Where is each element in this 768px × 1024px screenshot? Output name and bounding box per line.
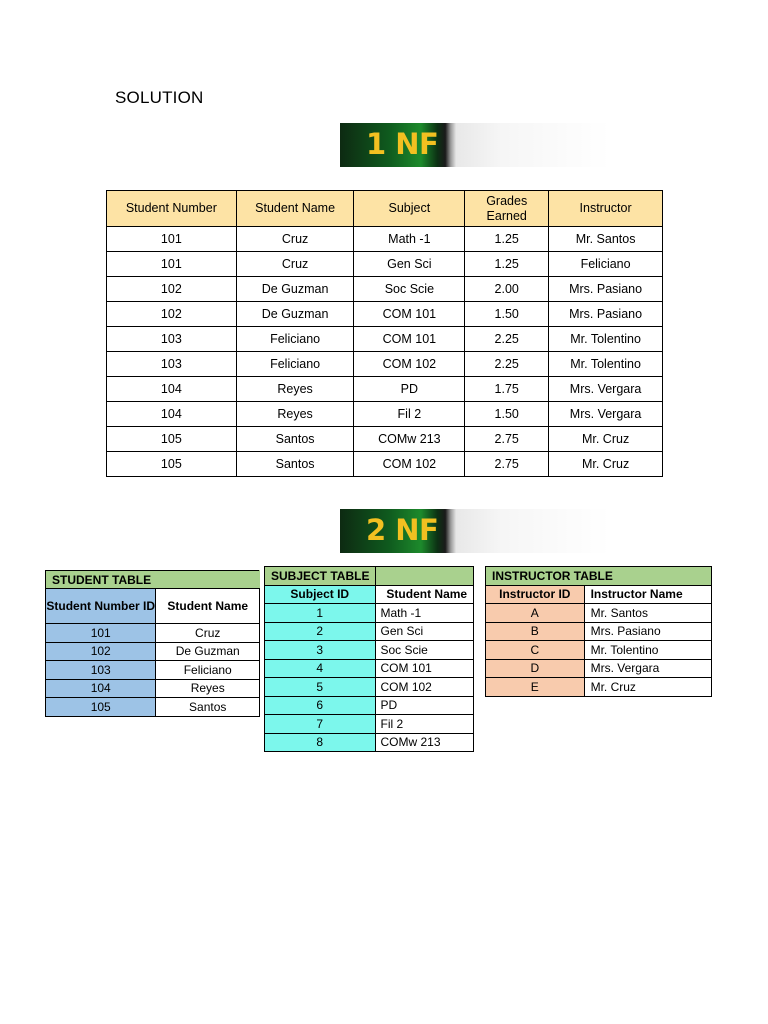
student-table-row [46,661,260,680]
header-instructor: Instructor [549,191,663,227]
grade-cell: 2.75 [465,452,549,477]
subject-table-header-name: Student Name [375,585,474,604]
subject-table-row [265,733,474,752]
student-name-cell: Santos [236,452,354,477]
instructor-cell: Mr. Cruz [549,427,663,452]
subject-cell: Soc Scie [354,277,465,302]
subject-name-cell: Fil 2 [375,715,474,734]
instructor-name-cell: Mrs. Pasiano [584,622,711,641]
subject-id-cell: 3 [265,641,376,660]
subject-name-cell: Math -1 [375,604,474,623]
student-name-cell: Reyes [156,679,260,698]
student-number-cell: 103 [107,352,237,377]
grade-cell: 1.25 [465,252,549,277]
student-name-cell: De Guzman [236,302,354,327]
subject-name-cell: COM 101 [375,659,474,678]
student-id-cell: 102 [46,642,156,661]
header-student-number: Student Number [107,191,237,227]
student-number-cell: 105 [107,427,237,452]
student-name-cell: Reyes [236,377,354,402]
student-number-cell: 103 [107,327,237,352]
subject-name-cell: Gen Sci [375,622,474,641]
instructor-cell: Mr. Tolentino [549,352,663,377]
student-table-row [46,698,260,717]
subject-table-row [265,622,474,641]
table-row [107,227,663,252]
subject-table-row [265,659,474,678]
table-row [107,377,663,402]
instructor-name-cell: Mrs. Vergara [584,659,711,678]
table-row [107,402,663,427]
instructor-cell: Mrs. Pasiano [549,302,663,327]
subject-cell: PD [354,377,465,402]
subject-name-cell: PD [375,696,474,715]
student-number-cell: 105 [107,452,237,477]
subject-table-title: SUBJECT TABLE [265,567,376,586]
grade-cell: 2.00 [465,277,549,302]
subject-cell: COM 102 [354,352,465,377]
grade-cell: 1.50 [465,402,549,427]
instructor-table-title: INSTRUCTOR TABLE [486,567,712,586]
nf1-table [106,190,663,477]
table-row [107,352,663,377]
student-name-cell: Cruz [156,624,260,643]
subject-table [264,566,474,752]
student-number-cell: 104 [107,402,237,427]
instructor-id-cell: D [486,659,585,678]
grade-cell: 1.75 [465,377,549,402]
subject-id-cell: 4 [265,659,376,678]
subject-table-row [265,641,474,660]
student-name-cell: Cruz [236,227,354,252]
table-row [107,427,663,452]
student-id-cell: 103 [46,661,156,680]
student-number-cell: 104 [107,377,237,402]
instructor-name-cell: Mr. Cruz [584,678,711,697]
subject-table-row [265,678,474,697]
student-name-cell: Santos [236,427,354,452]
instructor-table-row [486,604,712,623]
instructor-cell: Mrs. Vergara [549,377,663,402]
subject-table-title-blank [375,567,474,586]
subject-cell: Math -1 [354,227,465,252]
student-number-cell: 101 [107,252,237,277]
subject-id-cell: 2 [265,622,376,641]
instructor-id-cell: C [486,641,585,660]
grade-cell: 1.25 [465,227,549,252]
instructor-name-cell: Mr. Tolentino [584,641,711,660]
student-table-title: STUDENT TABLE [46,571,260,589]
header-student-name: Student Name [236,191,354,227]
subject-cell: COMw 213 [354,427,465,452]
table-row [107,327,663,352]
student-table-row [46,624,260,643]
student-table [45,570,260,717]
instructor-id-cell: B [486,622,585,641]
instructor-table-row [486,641,712,660]
instructor-table-row [486,678,712,697]
instructor-cell: Mrs. Vergara [549,402,663,427]
instructor-table-row [486,622,712,641]
student-name-cell: Feliciano [156,661,260,680]
grade-cell: 1.50 [465,302,549,327]
instructor-name-cell: Mr. Santos [584,604,711,623]
student-name-cell: Feliciano [236,352,354,377]
instructor-cell: Mrs. Pasiano [549,277,663,302]
header-grades-earned: Grades Earned [465,191,549,227]
subject-id-cell: 8 [265,733,376,752]
student-name-cell: Santos [156,698,260,717]
table-row [107,277,663,302]
subject-cell: Gen Sci [354,252,465,277]
nf2-banner [340,509,610,553]
nf2-banner-label: 2 NF [366,513,439,547]
subject-cell: COM 102 [354,452,465,477]
subject-table-row [265,715,474,734]
grade-cell: 2.25 [465,327,549,352]
subject-cell: COM 101 [354,302,465,327]
subject-id-cell: 5 [265,678,376,697]
subject-table-header-id: Subject ID [265,585,376,604]
grade-cell: 2.25 [465,352,549,377]
instructor-cell: Mr. Cruz [549,452,663,477]
subject-id-cell: 7 [265,715,376,734]
student-name-cell: De Guzman [236,277,354,302]
subject-cell: COM 101 [354,327,465,352]
instructor-table-header-name: Instructor Name [584,585,711,604]
student-number-cell: 102 [107,302,237,327]
subject-name-cell: COM 102 [375,678,474,697]
student-table-row [46,679,260,698]
table-row [107,252,663,277]
instructor-cell: Mr. Tolentino [549,327,663,352]
subject-id-cell: 6 [265,696,376,715]
instructor-table [485,566,712,697]
solution-heading: SOLUTION [115,88,204,107]
nf1-header-row [107,191,663,227]
student-number-cell: 101 [107,227,237,252]
header-subject: Subject [354,191,465,227]
student-table-row [46,642,260,661]
instructor-id-cell: A [486,604,585,623]
student-name-cell: Reyes [236,402,354,427]
student-number-cell: 102 [107,277,237,302]
student-id-cell: 105 [46,698,156,717]
grade-cell: 2.75 [465,427,549,452]
instructor-cell: Feliciano [549,252,663,277]
subject-name-cell: Soc Scie [375,641,474,660]
subject-id-cell: 1 [265,604,376,623]
student-name-cell: Feliciano [236,327,354,352]
student-name-cell: Cruz [236,252,354,277]
nf1-banner-label: 1 NF [366,127,439,161]
student-table-header-name: Student Name [156,589,260,624]
student-id-cell: 104 [46,679,156,698]
instructor-table-row [486,659,712,678]
table-row [107,452,663,477]
student-id-cell: 101 [46,624,156,643]
subject-table-row [265,696,474,715]
subject-name-cell: COMw 213 [375,733,474,752]
table-row [107,302,663,327]
nf1-banner [340,123,610,167]
student-table-header-id: Student Number ID [46,589,156,624]
instructor-id-cell: E [486,678,585,697]
subject-cell: Fil 2 [354,402,465,427]
instructor-cell: Mr. Santos [549,227,663,252]
subject-table-row [265,604,474,623]
student-name-cell: De Guzman [156,642,260,661]
instructor-table-header-id: Instructor ID [486,585,585,604]
